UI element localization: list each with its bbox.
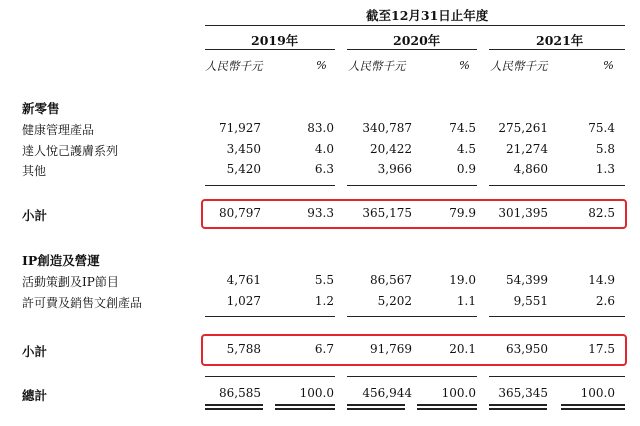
cell-2019-pct: 6.7 xyxy=(314,342,334,356)
total-double-rule-2019b xyxy=(275,408,335,410)
total-label: 總計 xyxy=(22,388,48,403)
subtotal-label: 小計 xyxy=(22,344,48,359)
cell-2019-pct: 1.2 xyxy=(314,294,334,308)
row-label: 活動策劃及IP節目 xyxy=(22,275,119,289)
cell-2020-pct: 0.9 xyxy=(456,162,476,176)
total-top-rule-2021 xyxy=(489,376,625,377)
amount-unit-2020: 人民幣千元 xyxy=(348,59,406,73)
cell-2021-amount: 365,345 xyxy=(498,386,548,400)
cell-2019-amount: 71,927 xyxy=(219,121,261,135)
total-double-rule-2021a xyxy=(489,404,547,406)
cell-2019-pct: 5.5 xyxy=(314,273,334,287)
cell-2021-pct: 100.0 xyxy=(580,386,615,400)
row-label: 達人悅己護膚系列 xyxy=(22,144,119,158)
year-2020-header: 2020年 xyxy=(393,33,441,48)
cell-2020-pct: 74.5 xyxy=(449,121,476,135)
pct-unit-2020: % xyxy=(459,58,470,72)
cell-2021-amount: 9,551 xyxy=(513,294,548,308)
underline-2021 xyxy=(489,316,625,317)
cell-2020-amount: 20,422 xyxy=(370,142,412,156)
total-double-rule-2020a xyxy=(347,404,405,406)
cell-2019-amount: 3,450 xyxy=(226,142,261,156)
cell-2020-pct: 19.0 xyxy=(449,273,476,287)
period-title: 截至12月31日止年度 xyxy=(366,8,489,23)
total-top-rule-2020 xyxy=(347,376,477,377)
row-label: 其他 xyxy=(22,164,47,178)
cell-2020-amount: 3,966 xyxy=(377,162,412,176)
cell-2019-amount: 1,027 xyxy=(226,294,261,308)
cell-2020-pct: 1.1 xyxy=(456,294,476,308)
row-label: 許可費及銷售文創產品 xyxy=(22,296,143,310)
cell-2021-amount: 275,261 xyxy=(498,121,548,135)
total-double-rule-2019a xyxy=(205,404,263,406)
cell-2020-amount: 86,567 xyxy=(370,273,412,287)
cell-2019-pct: 100.0 xyxy=(299,386,334,400)
cell-2021-amount: 54,399 xyxy=(506,273,548,287)
cell-2021-pct: 2.6 xyxy=(595,294,615,308)
row-label: 健康管理產品 xyxy=(22,123,95,137)
cell-2019-amount: 5,420 xyxy=(226,162,261,176)
cell-2019-pct: 6.3 xyxy=(314,162,334,176)
cell-2019-pct: 4.0 xyxy=(314,142,334,156)
total-double-rule-2021b xyxy=(561,404,625,406)
cell-2019-amount: 5,788 xyxy=(226,342,261,356)
underline-2019 xyxy=(205,185,335,186)
total-double-rule-2021b xyxy=(561,408,625,410)
cell-2020-pct: 79.9 xyxy=(449,206,476,220)
year-2019-rule xyxy=(205,49,335,50)
cell-2020-pct: 4.5 xyxy=(456,142,476,156)
year-2020-rule xyxy=(347,49,477,50)
cell-2019-amount: 4,761 xyxy=(226,273,261,287)
cell-2020-pct: 100.0 xyxy=(441,386,476,400)
cell-2019-pct: 93.3 xyxy=(307,206,334,220)
subtotal-highlight-box xyxy=(201,199,627,229)
cell-2019-amount: 80,797 xyxy=(219,206,261,220)
pct-unit-2021: % xyxy=(603,58,614,72)
cell-2021-pct: 82.5 xyxy=(588,206,615,220)
cell-2021-pct: 5.8 xyxy=(595,142,615,156)
cell-2021-pct: 75.4 xyxy=(588,121,615,135)
amount-unit-2021: 人民幣千元 xyxy=(490,59,548,73)
section-title-ip: IP創造及營運 xyxy=(22,253,100,268)
year-2019-header: 2019年 xyxy=(251,33,299,48)
cell-2021-pct: 14.9 xyxy=(588,273,615,287)
total-double-rule-2021a xyxy=(489,408,547,410)
cell-2021-pct: 1.3 xyxy=(595,162,615,176)
subtotal-highlight-box xyxy=(201,334,627,366)
cell-2020-amount: 340,787 xyxy=(362,121,412,135)
subtotal-label: 小計 xyxy=(22,208,48,223)
cell-2019-amount: 86,585 xyxy=(219,386,261,400)
total-double-rule-2019b xyxy=(275,404,335,406)
total-double-rule-2020a xyxy=(347,408,405,410)
pct-unit-2019: % xyxy=(316,58,327,72)
section-title-new-retail: 新零售 xyxy=(22,101,60,116)
cell-2020-amount: 91,769 xyxy=(370,342,412,356)
cell-2021-amount: 301,395 xyxy=(498,206,548,220)
total-double-rule-2019a xyxy=(205,408,263,410)
cell-2021-amount: 21,274 xyxy=(506,142,548,156)
underline-2020 xyxy=(347,185,477,186)
total-top-rule-2019 xyxy=(205,376,335,377)
cell-2020-amount: 456,944 xyxy=(362,386,412,400)
total-double-rule-2020b xyxy=(417,408,477,410)
cell-2020-amount: 5,202 xyxy=(377,294,412,308)
cell-2021-pct: 17.5 xyxy=(588,342,615,356)
cell-2021-amount: 63,950 xyxy=(506,342,548,356)
header-rule xyxy=(205,25,625,26)
underline-2020 xyxy=(347,316,477,317)
amount-unit-2019: 人民幣千元 xyxy=(205,59,263,73)
cell-2019-pct: 83.0 xyxy=(307,121,334,135)
year-2021-header: 2021年 xyxy=(536,33,584,48)
cell-2020-pct: 20.1 xyxy=(449,342,476,356)
cell-2020-amount: 365,175 xyxy=(362,206,412,220)
cell-2021-amount: 4,860 xyxy=(513,162,548,176)
underline-2021 xyxy=(489,185,625,186)
total-double-rule-2020b xyxy=(417,404,477,406)
underline-2019 xyxy=(205,316,335,317)
year-2021-rule xyxy=(489,49,625,50)
